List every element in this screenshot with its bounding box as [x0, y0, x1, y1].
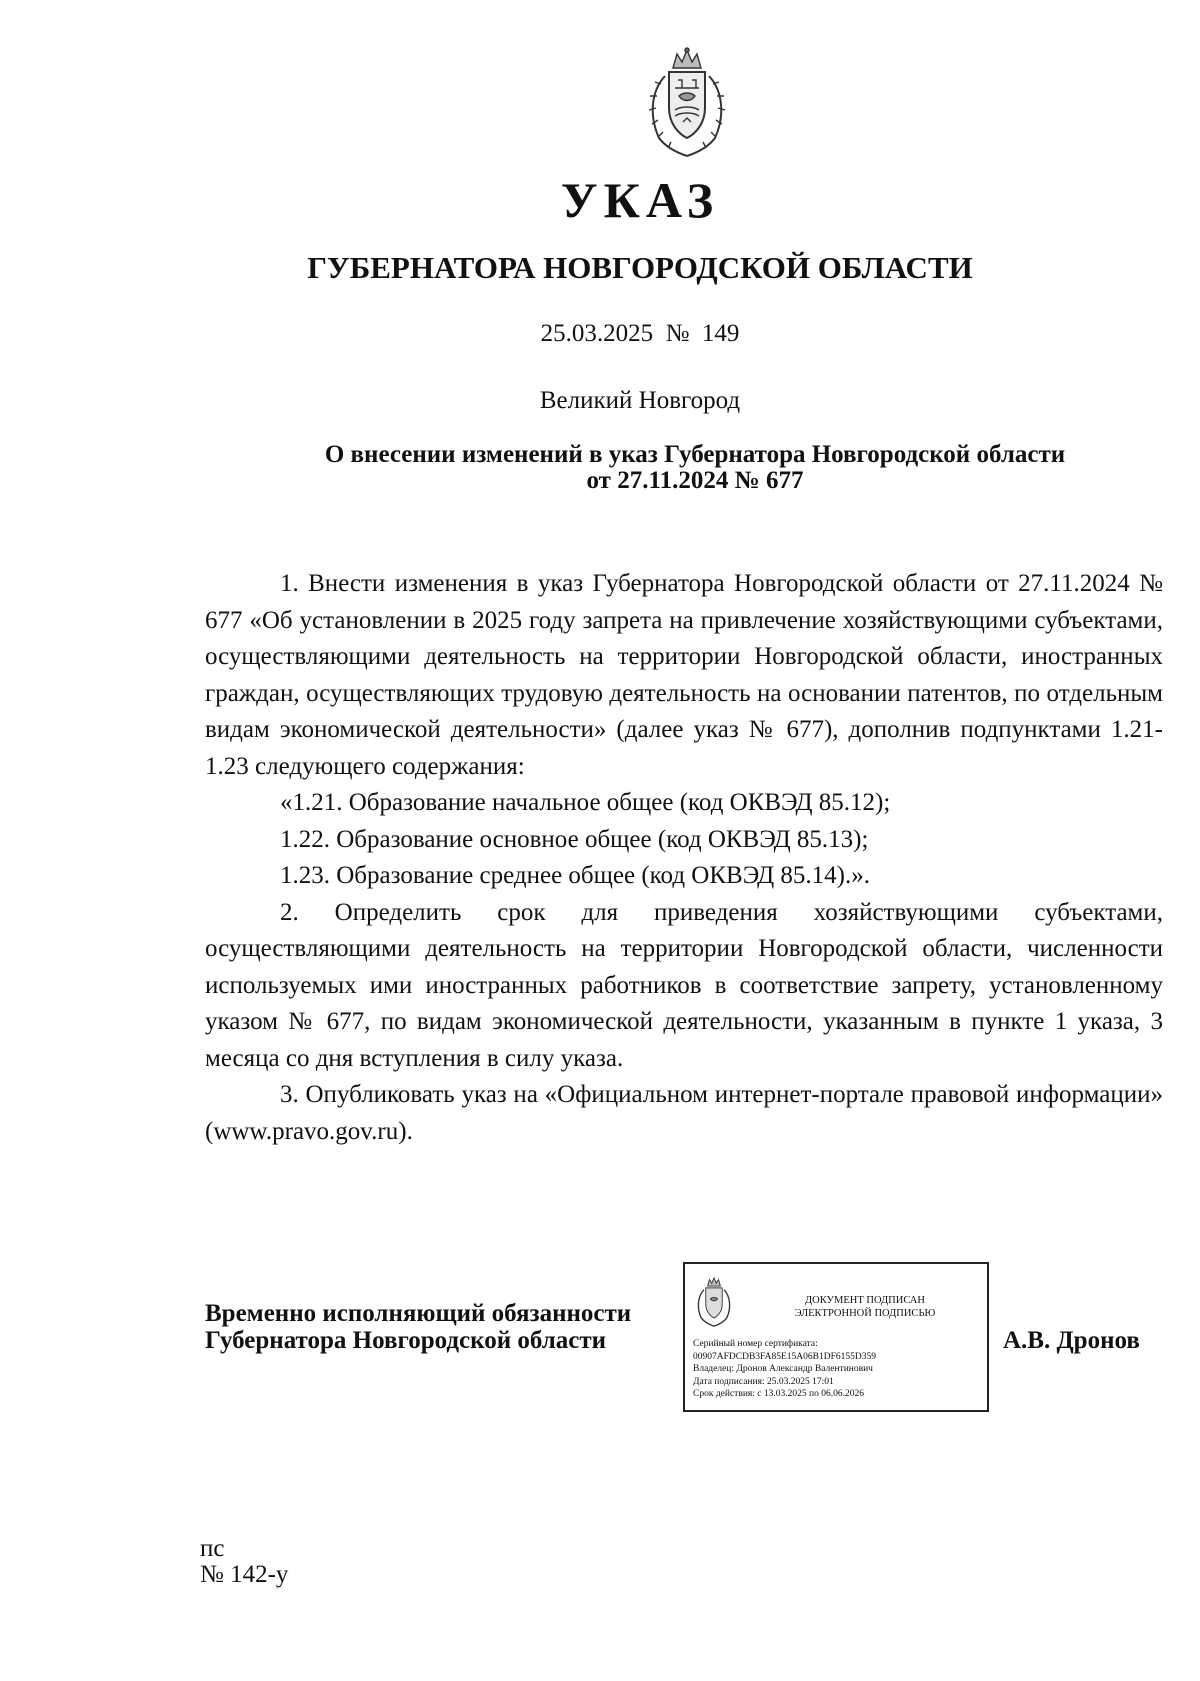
subparagraph-1-22: 1.22. Образование основное общее (код ОКВЭД 85.13);: [280, 825, 869, 853]
document-date-number: 25.03.2025 № 149: [540, 320, 740, 347]
signatory-role-line-2: Губернатора Новгородской области: [205, 1327, 607, 1354]
stamp-header-line-1: ДОКУМЕНТ ПОДПИСАН: [805, 1295, 925, 1306]
stamp-validity: Срок действия: с 13.03.2025 по 06.06.2026: [693, 1389, 864, 1399]
stamp-signed-date: Дата подписания: 25.03.2025 17:01: [693, 1376, 834, 1387]
footer-line-2: № 142-у: [200, 1561, 289, 1588]
document-footer: [200, 1536, 288, 1588]
signatory-role: [205, 1300, 631, 1354]
stamp-details: [693, 1338, 988, 1401]
stamp-serial-label: Серийный номер сертификата:: [693, 1339, 818, 1349]
document-heading: [205, 442, 1185, 494]
stamp-header-line-2: ЭЛЕКТРОННОЙ ПОДПИСЬЮ: [794, 1308, 936, 1319]
footer-line-1: пс: [200, 1535, 225, 1562]
paragraph-2: 2. Определить срок для приведения хозяйствующими субъектами, осуществляющими деятельность на территории Новгородской области, численности используемых ими иностранных работников в соответствие запрету, установленному указом № 677, по видам экономической деятельности, указанным в пункте 1 указа, 3 месяца со дня вступления в силу указа.: [205, 898, 1163, 1072]
paragraph-3: 3. Опубликовать указ на «Официальном интернет-портале правовой информации» (www.pravo.gov.ru).: [205, 1081, 1163, 1145]
document-title: УКАЗ: [560, 172, 720, 228]
paragraph-1: 1. Внести изменения в указ Губернатора Новгородской области от 27.11.2024 № 677 «Об установлении в 2025 году запрета на привлечение хозяйствующими субъектами, осуществляющими деятельность на территории Новгородской области, иностранных граждан, осуществляющих трудовую деятельность на основании патентов, по отдельным видам экономической деятельности» (далее указ № 677), дополнив подпунктами 1.21-1.23 следующего содержания:: [205, 570, 1163, 780]
document-body: [205, 566, 1163, 1150]
subparagraph-1-23: 1.23. Образование среднее общее (код ОКВЭД 85.14).».: [280, 862, 870, 889]
coat-of-arms-icon: [693, 1276, 735, 1328]
heading-line-2: от 27.11.2024 № 677: [586, 467, 804, 494]
signatory-name: А.В. Дронов: [1003, 1327, 1140, 1354]
stamp-header: [745, 1294, 985, 1320]
electronic-signature-stamp: [683, 1262, 989, 1412]
heading-line-1: О внесении изменений в указ Губернатора Новгородской области: [324, 441, 1066, 468]
coat-of-arms-icon: [645, 46, 729, 160]
subparagraph-1-21: «1.21. Образование начальное общее (код ОКВЭД 85.12);: [280, 789, 891, 816]
document-subtitle: ГУБЕРНАТОРА НОВГОРОДСКОЙ ОБЛАСТИ: [307, 250, 973, 285]
stamp-owner: Владелец: Дронов Александр Валентинович: [693, 1364, 873, 1374]
stamp-serial-value: 00907AFDCDB3FA85E15A06B1DF6155D359: [693, 1351, 876, 1362]
document-place: Великий Новгород: [539, 387, 741, 414]
signatory-role-line-1: Временно исполняющий обязанности: [205, 1300, 632, 1327]
